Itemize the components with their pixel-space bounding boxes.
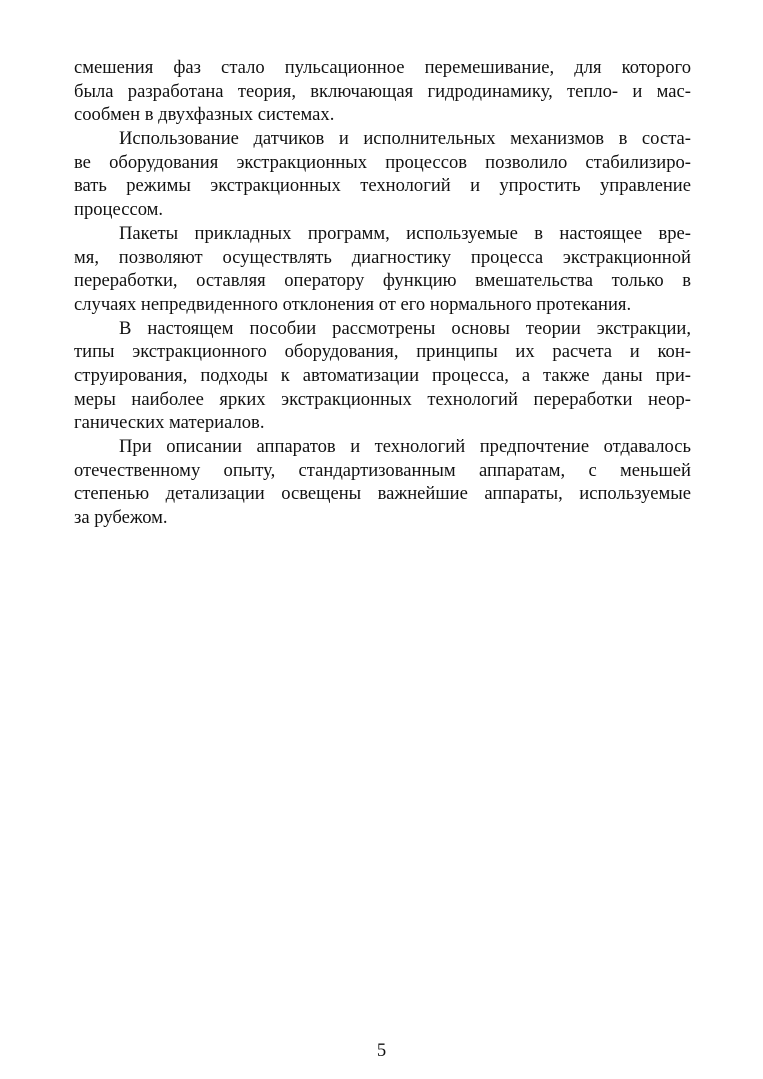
text-line: Пакеты прикладных программ, используемые в настоящее вре- (119, 222, 691, 244)
text-line: струирования, подходы к автоматизации процесса, а также даны при- (74, 364, 691, 386)
text-line: ганических материалов. (74, 412, 265, 434)
paragraph-5 (74, 435, 691, 530)
text-line: вать режимы экстракционных технологий и упростить управление (74, 175, 691, 197)
page-number: 5 (376, 1040, 387, 1061)
text-line: типы экстракционного оборудования, принципы их расчета и кон- (74, 341, 691, 363)
paragraph-3 (74, 222, 691, 317)
document-body (74, 56, 691, 530)
text-line: ве оборудования экстракционных процессов позволило стабилизиро- (74, 151, 691, 173)
text-line: В настоящем пособии рассмотрены основы теории экстракции, (119, 317, 691, 339)
paragraph-2 (74, 127, 691, 222)
text-line: была разработана теория, включающая гидродинамику, тепло- и мас- (74, 80, 691, 102)
text-line: переработки, оставляя оператору функцию вмешательства только в (74, 270, 691, 292)
text-line: Использование датчиков и исполнительных механизмов в соста- (119, 128, 691, 150)
text-line: отечественному опыту, стандартизованным аппаратам, с меньшей (74, 459, 691, 481)
text-line: степенью детализации освещены важнейшие аппараты, используемые (74, 483, 691, 505)
text-line: процессом. (74, 199, 164, 221)
paragraph-1 (74, 56, 691, 127)
text-line: смешения фаз стало пульсационное перемешивание, для которого (74, 57, 691, 78)
paragraph-4 (74, 317, 691, 435)
text-line: сообмен в двухфазных системах. (74, 104, 335, 126)
text-line: случаях непредвиденного отклонения от его нормального протекания. (74, 293, 632, 315)
text-line: мя, позволяют осуществлять диагностику процесса экстракционной (74, 246, 691, 268)
text-line: меры наиболее ярких экстракционных технологий переработки неор- (74, 388, 691, 410)
text-line: При описании аппаратов и технологий предпочтение отдавалось (119, 436, 691, 457)
text-line: за рубежом. (74, 507, 168, 529)
